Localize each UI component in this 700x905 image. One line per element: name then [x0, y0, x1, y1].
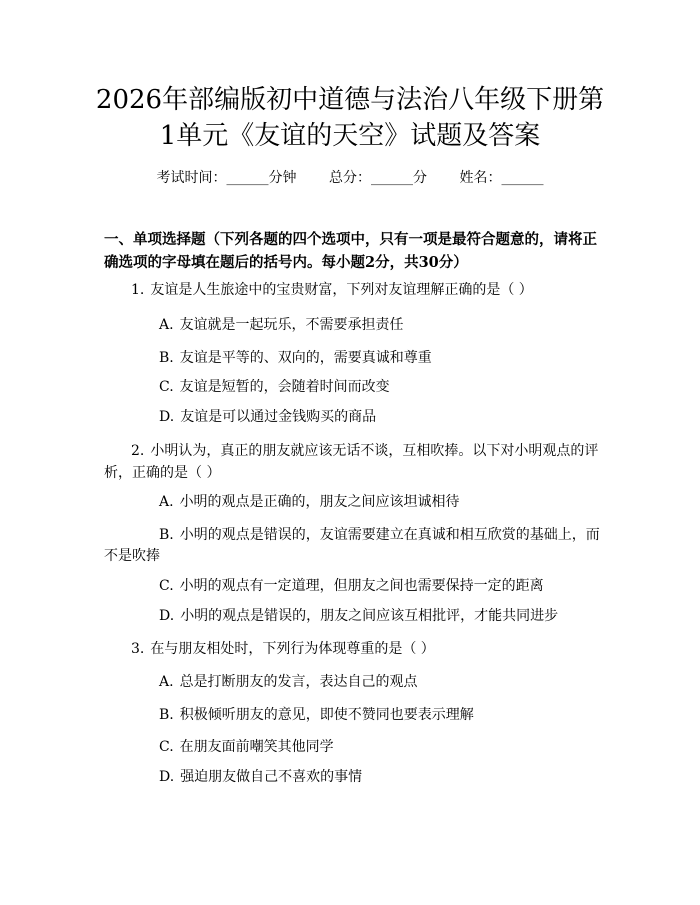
question-2-cont — [104, 462, 220, 484]
option-2b — [159, 524, 600, 546]
option-letter: B. — [159, 350, 174, 366]
question-number: 2. — [131, 443, 145, 459]
option-2c — [159, 575, 544, 597]
exam-title-line1: 2026年部编版初中道德与法治八年级下册第 — [95, 85, 605, 115]
option-3a — [159, 671, 418, 693]
question-text: 友谊是人生旅途中的宝贵财富，下列对友谊理解正确的是（ ） — [150, 282, 533, 298]
option-text-line1: 小明的观点是错误的，友谊需要建立在真诚和相互欣赏的基础上，而 — [179, 527, 600, 543]
option-1c — [159, 376, 390, 398]
option-text: 友谊是可以通过金钱购买的商品 — [180, 409, 377, 425]
option-text: 小明的观点是正确的，朋友之间应该坦诚相待 — [179, 494, 460, 510]
option-1b — [159, 347, 432, 369]
question-text-line1: 小明认为，真正的朋友就应该无话不谈，互相吹捧。以下对小明观点的评 — [150, 443, 599, 459]
option-letter: C. — [159, 379, 174, 395]
question-2 — [131, 440, 598, 462]
option-text: 友谊就是一起玩乐，不需要承担责任 — [179, 317, 404, 333]
option-text: 在朋友面前嘲笑其他同学 — [179, 739, 334, 755]
option-letter: C. — [159, 739, 174, 755]
exam-score-label: 总分：______分 — [329, 170, 427, 186]
question-number: 1. — [131, 282, 145, 298]
option-letter: A. — [159, 317, 174, 333]
option-letter: C. — [159, 578, 174, 594]
option-3c — [159, 736, 334, 758]
section-heading: 一、单项选择题（下列各题的四个选项中，只有一项是最符合题意的，请将正确选项的字母填在题后的括号内。每小题2分，共30分） — [104, 231, 597, 271]
question-1 — [131, 279, 533, 301]
option-3d — [159, 766, 362, 788]
question-text: 在与朋友相处时，下列行为体现尊重的是（ ） — [150, 641, 435, 657]
option-1d — [159, 406, 376, 428]
option-letter: D. — [159, 769, 175, 785]
option-2a — [159, 491, 460, 513]
exam-meta — [0, 168, 700, 188]
option-2d — [159, 605, 558, 627]
option-text: 友谊是平等的、双向的，需要真诚和尊重 — [179, 350, 432, 366]
option-3b — [159, 704, 474, 726]
question-text-line2: 析，正确的是（ ） — [104, 465, 221, 481]
exam-title-line2: 1单元《友谊的天空》试题及答案 — [159, 121, 541, 151]
option-text: 小明的观点有一定道理，但朋友之间也需要保持一定的距离 — [179, 578, 544, 594]
exam-name-label: 姓名：______ — [459, 170, 544, 186]
option-2b-cont — [104, 545, 160, 567]
exam-time-label: 考试时间：______分钟 — [156, 170, 297, 186]
option-1a — [159, 314, 404, 336]
option-letter: B. — [159, 527, 174, 543]
option-text: 友谊是短暂的，会随着时间而改变 — [179, 379, 390, 395]
option-text: 积极倾听朋友的意见，即使不赞同也要表示理解 — [179, 707, 474, 723]
option-letter: A. — [159, 494, 174, 510]
question-number: 3. — [131, 641, 145, 657]
option-text: 总是打断朋友的发言，表达自己的观点 — [179, 674, 418, 690]
option-text: 强迫朋友做自己不喜欢的事情 — [180, 769, 363, 785]
option-letter: D. — [159, 608, 175, 624]
option-letter: D. — [159, 409, 175, 425]
option-letter: A. — [159, 674, 174, 690]
question-3 — [131, 638, 435, 660]
option-text-line2: 不是吹捧 — [104, 548, 160, 564]
option-text: 小明的观点是错误的，朋友之间应该互相批评，才能共同进步 — [180, 608, 559, 624]
option-letter: B. — [159, 707, 174, 723]
